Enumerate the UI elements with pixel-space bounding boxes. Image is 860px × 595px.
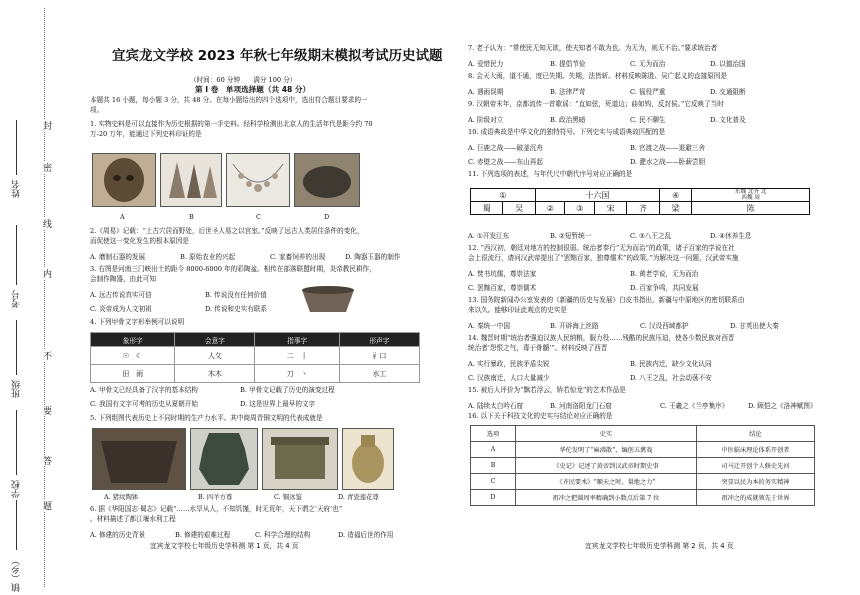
timeline-cell: 宋: [594, 202, 626, 215]
option[interactable]: A. 远古传说真实可信: [90, 291, 152, 299]
timeline-label: 北: [760, 189, 767, 195]
oracle-glyph: ⼈⺙: [175, 347, 255, 365]
question-15: 15. 被后人评价为“飘若浮云，矫若惊龙”的艺术作品是: [468, 386, 626, 394]
table-header: 选项: [471, 426, 516, 442]
seal-char: 不: [41, 351, 51, 360]
four-ram-zun-image: [190, 428, 258, 490]
question-8: 8. 会天大雨，道不通，度已失期。失期，法皆斩。材料反映陈胜、吴广起义的直接原因是: [468, 72, 727, 80]
table-cell: B: [471, 458, 516, 474]
option[interactable]: D. 百家争鸣，共同发展: [630, 284, 699, 292]
table-header: 史实: [516, 426, 697, 442]
option[interactable]: C. 家畜饲养的出现: [270, 253, 326, 261]
timeline-cell: 齐: [627, 202, 659, 215]
option[interactable]: D. 淝水之战——卧薪尝胆: [630, 158, 706, 166]
seal-char: 题: [41, 501, 51, 510]
option[interactable]: D. 八王之乱，社会动荡不安: [630, 374, 712, 382]
timeline-label: 西魏: [741, 195, 753, 201]
page-footer: 宜宾龙文学校七年级历史学科测 第 2 页，共 4 页: [585, 542, 734, 550]
painted-pottery-basin-image: [298, 284, 358, 316]
option[interactable]: C. 无为而治: [630, 60, 666, 68]
oracle-glyph: ☉ ☾: [91, 347, 175, 365]
question-12-cont: 会上很流行，请问汉武帝提出了“罢黜百家，独尊儒术”的政策。”为解决这一问题，汉武帝实施: [468, 254, 739, 262]
seal-char: 答: [41, 456, 51, 465]
question-2: 2.《周易》记载：“上古穴居而野处，后世圣人易之以宫室。”反映了远古人类居住条件的变化，: [90, 227, 364, 235]
table-cell: 司马迁开创个人修史先河: [696, 458, 814, 474]
oracle-header: 会意字: [175, 333, 255, 347]
question-6: 6. 据《华阳国志·蜀志》记载“……水旱从人，不知饥馑，时无荒年，天下谓之‘天府’也”: [90, 505, 343, 513]
town-label: 镇（乡）: [12, 556, 22, 592]
intro-line: 本题共 16 小题，每小题 3 分，共 48 分。在每小题给出的四个选项中，选出符合题目要求的一: [90, 96, 368, 104]
oracle-header: 形声字: [339, 333, 419, 347]
option[interactable]: B. 提倡节俭: [550, 60, 586, 68]
option[interactable]: C. 我国有文字可考的历史从夏朝开始: [90, 400, 198, 408]
bronze-ice-jian-image: [262, 428, 338, 490]
table-row: [471, 474, 815, 490]
option[interactable]: B. 民族内迁，缺少文化认同: [630, 360, 712, 368]
question-2-cont: 而促使这一变化发生的根本原因是: [90, 237, 189, 245]
question-16: 16. 以下关于科技文化的史实与结论对应正确的是: [468, 412, 613, 420]
option[interactable]: D. 陶器玉器的制作: [345, 253, 401, 261]
table-cell: D: [471, 490, 516, 506]
exam-meta: （时间：60 分钟 满分 100 分）: [190, 76, 297, 84]
option[interactable]: A. 阶级对立: [468, 116, 504, 124]
binding-margin: [0, 0, 58, 595]
table-header: 结论: [696, 426, 814, 442]
exam-number-label: 考号: [12, 290, 22, 308]
option[interactable]: D. 造福后世的作用: [338, 531, 394, 539]
table-row: [471, 490, 815, 506]
timeline-label: 周: [754, 195, 760, 201]
question-4: 4. 下列甲骨文字形举例可以说明: [90, 318, 185, 326]
stone-axe-image: [294, 153, 360, 207]
oracle-glyph: ⽥ ⾬: [91, 365, 175, 383]
pig-pattern-bowl-image: [92, 428, 186, 490]
class-label: 班级: [12, 380, 22, 398]
table-cell: 祖冲之的成就领先于世界: [696, 490, 814, 506]
option[interactable]: C. 民不聊生: [630, 116, 666, 124]
table-cell: 华佗发明了“麻沸散”，编创五禽戏: [516, 442, 697, 458]
oracle-bone-table: [90, 332, 420, 383]
option[interactable]: A. 陆续太白吟石窟: [468, 402, 524, 410]
timeline-cell: 十六国: [535, 189, 659, 202]
question-13: 13. 国务院新闻办公室发表的《新疆的历史与发展》白皮书指出，新疆与中原地区的密切联系由: [468, 296, 745, 304]
question-6-cont: 。材料描述了都江堰水利工程: [90, 515, 176, 523]
celadon-lotus-zun-image: [342, 428, 394, 490]
question-14: 14. 魏晋时期“统治者强迫汉族人民纳粮，服力役……残酷的民族压迫，使各少数民族对西晋: [468, 334, 735, 342]
school-label: 学校: [12, 480, 22, 498]
oracle-glyph: ⼑ ⼂: [255, 365, 339, 383]
question-13-cont: 来以久。能够印证此观点的史实是: [468, 306, 567, 314]
option[interactable]: C. 炎帝成为人文初祖: [90, 305, 152, 313]
option[interactable]: B. 法律严苛: [550, 88, 586, 96]
seal-char: 密: [41, 163, 51, 172]
section-heading: 第 Ⅰ 卷 单项选择题（共 48 分）: [195, 85, 311, 94]
skull-image: [92, 153, 156, 207]
timeline-cell: ④: [659, 189, 691, 202]
option[interactable]: C. 徭役严重: [630, 88, 666, 96]
question-11: 11. 下列选项的表述，与年代尺中朝代序号对应正确的是: [468, 170, 633, 178]
exam-number-blank[interactable]: [16, 225, 17, 285]
seal-char: 封: [41, 121, 51, 130]
option[interactable]: A. 巨鹿之战——破釜沉舟: [468, 144, 543, 152]
oracle-header: 象形字: [91, 333, 175, 347]
option[interactable]: B. 政治黑暗: [550, 116, 586, 124]
option[interactable]: D. 以德治国: [710, 60, 746, 68]
option[interactable]: C. 汉族南迁，人口大量减少: [468, 374, 550, 382]
table-row: [471, 442, 815, 458]
option[interactable]: B. 官渡之战——退避三舍: [630, 144, 705, 152]
seal-char: 内: [41, 269, 51, 278]
question-14-cont: 统治者‘怨恨之气，毒于骨髓’”。材料反映了西晋: [468, 344, 608, 352]
option-label: C: [256, 213, 261, 221]
timeline-cell: ③: [565, 202, 594, 215]
question-5: 5. 下列组图代表历史上不同时期的生产力水平。其中商周青铜文明的代表成就是: [90, 414, 323, 422]
option[interactable]: C. 汉设西域都护: [640, 322, 689, 330]
question-3: 3. 右图是河南三门峡出土的距今 8000-6000 年的彩陶盆。相传在部落联盟时期，炎帝教民耕作，: [90, 265, 376, 273]
option[interactable]: D. 传说和史实有联系: [205, 305, 267, 313]
option[interactable]: C. 赤壁之战——东山再起: [468, 158, 543, 166]
option[interactable]: D. ④休养生息: [710, 232, 752, 240]
table-cell: 祖冲之把圆周率精确到小数点后第 7 位: [516, 490, 697, 506]
option[interactable]: A. 焚书坑儒，尊崇法家: [468, 270, 537, 278]
option[interactable]: A. 修建的历史背景: [90, 531, 146, 539]
table-cell: 《史记》记述了黄帝到汉武帝时期史事: [516, 458, 697, 474]
option[interactable]: D. 交通阻断: [710, 88, 746, 96]
timeline-cell: 蜀: [471, 202, 503, 215]
timeline-label: 北齐: [747, 189, 760, 195]
image-caption: A. 猪纹陶钵: [104, 493, 139, 501]
town-blank[interactable]: [16, 500, 17, 550]
option[interactable]: A. 实行暴政，民族矛盾尖锐: [468, 360, 550, 368]
intro-line: 项。: [90, 106, 104, 114]
option[interactable]: D. 文化普及: [710, 116, 746, 124]
option[interactable]: C. 罢黜百家，尊崇儒术: [468, 284, 537, 292]
name-label: 姓名: [12, 180, 22, 198]
question-10: 10. 成语典故是中华文化的独特符号。下列史实与成语典故匹配的是: [468, 128, 666, 136]
option[interactable]: C. 王羲之《兰亭集序》: [660, 402, 729, 410]
image-caption: C. 铜冰鉴: [274, 493, 302, 501]
option[interactable]: B. 修建的艰难过程: [175, 531, 231, 539]
option[interactable]: B. 河南洛阳龙门石窟: [550, 402, 612, 410]
image-caption: D. 青瓷莲花尊: [338, 493, 379, 501]
timeline-cell: ②: [535, 202, 564, 215]
option[interactable]: C. 科学合理的结构: [255, 531, 311, 539]
option-label: A: [120, 213, 125, 221]
oracle-glyph: ⺬⼝: [339, 347, 419, 365]
option[interactable]: B. ②短暂统一: [550, 232, 592, 240]
option[interactable]: C. ③八王之乱: [630, 232, 672, 240]
question-3-cont: 会制作陶器，由此可知: [90, 275, 156, 283]
question-12: 12. “西汉初，朝廷对地方的控制很弱。统治者奉行“无为而治”的政策，诸子百家的学说在社: [468, 244, 735, 252]
timeline-cell: ①: [471, 189, 536, 202]
question-1: 1. 实物史料是可以直接作为历史根据的第一手史料。经科学检测出北京人的生活年代是距今约 70: [90, 120, 373, 128]
timeline-cell-split: [692, 189, 810, 202]
seal-char: 线: [41, 219, 51, 228]
option[interactable]: A. 爱惜民力: [468, 60, 504, 68]
timeline-cell: 陈: [692, 202, 810, 215]
timeline-cell: 吴: [503, 202, 535, 215]
option[interactable]: B. 开辟海上丝路: [550, 322, 599, 330]
oracle-glyph: ⼆ ⼁: [255, 347, 339, 365]
oracle-glyph: ⽊⽊: [175, 365, 255, 383]
bone-necklace-image: [226, 153, 290, 207]
seal-char: 要: [41, 406, 51, 415]
option[interactable]: A. ①开发江东: [468, 232, 510, 240]
timeline-cell: 梁: [659, 202, 691, 215]
table-cell: 《齐民要术》“顺天之时，量地之力”: [516, 474, 697, 490]
table-cell: C: [471, 474, 516, 490]
table-cell: 中医临床理论体系开创者: [696, 442, 814, 458]
right-page: [430, 0, 860, 595]
option[interactable]: A. 秦统一中国: [468, 322, 510, 330]
page-footer: 宜宾龙文学校七年级历史学科测 第 1 页，共 4 页: [150, 542, 299, 550]
oracle-header: 指事字: [255, 333, 339, 347]
question-16-table: [470, 425, 815, 506]
table-cell: A: [471, 442, 516, 458]
option[interactable]: B. 黄老学说，无为而治: [630, 270, 699, 278]
name-blank[interactable]: [16, 120, 17, 175]
question-1-cont: 万-20 万年，能通过下列史料印证的是: [90, 130, 202, 138]
option[interactable]: B. 原始农业的兴起: [180, 253, 236, 261]
timeline-label: 东魏: [734, 189, 747, 195]
option[interactable]: A. 遇雨误期: [468, 88, 504, 96]
exam-title: 宜宾龙文学校 2023 年秋七年级期末模拟考试历史试题: [112, 48, 443, 64]
option-label: D: [324, 213, 330, 221]
stone-tools-image: [160, 153, 222, 207]
option[interactable]: A. 甲骨文已经具备了汉字的基本结构: [90, 386, 198, 394]
option[interactable]: D. 甘英出使大秦: [730, 322, 779, 330]
school-blank[interactable]: [16, 410, 17, 475]
option[interactable]: D. 这是世界上最早的文字: [240, 400, 316, 408]
question-9: 9. 汉朝帝末年，京都流传一首歌谣：“直如弦，死道边；曲如钩，反封侯。”它反映了当时: [468, 100, 724, 108]
class-blank[interactable]: [16, 320, 17, 375]
option[interactable]: D. 顾恺之《洛神赋图》: [748, 402, 817, 410]
oracle-glyph: ⽔⼯: [339, 365, 419, 383]
table-row: [471, 458, 815, 474]
option-label: B: [189, 213, 194, 221]
dynasty-timeline: [470, 188, 810, 215]
option[interactable]: B. 传说没有任何价值: [205, 291, 267, 299]
image-caption: B. 四羊方尊: [198, 493, 233, 501]
option[interactable]: B. 甲骨文记载了历史的演变过程: [240, 386, 335, 394]
table-cell: 突显以民为本的务实精神: [696, 474, 814, 490]
question-7: 7. 老子认为：“常使民无知无欲，使夫知者不敢为也。为无为，则无不治。”要求统治者: [468, 44, 718, 52]
option[interactable]: A. 磨制石器的发展: [90, 253, 146, 261]
